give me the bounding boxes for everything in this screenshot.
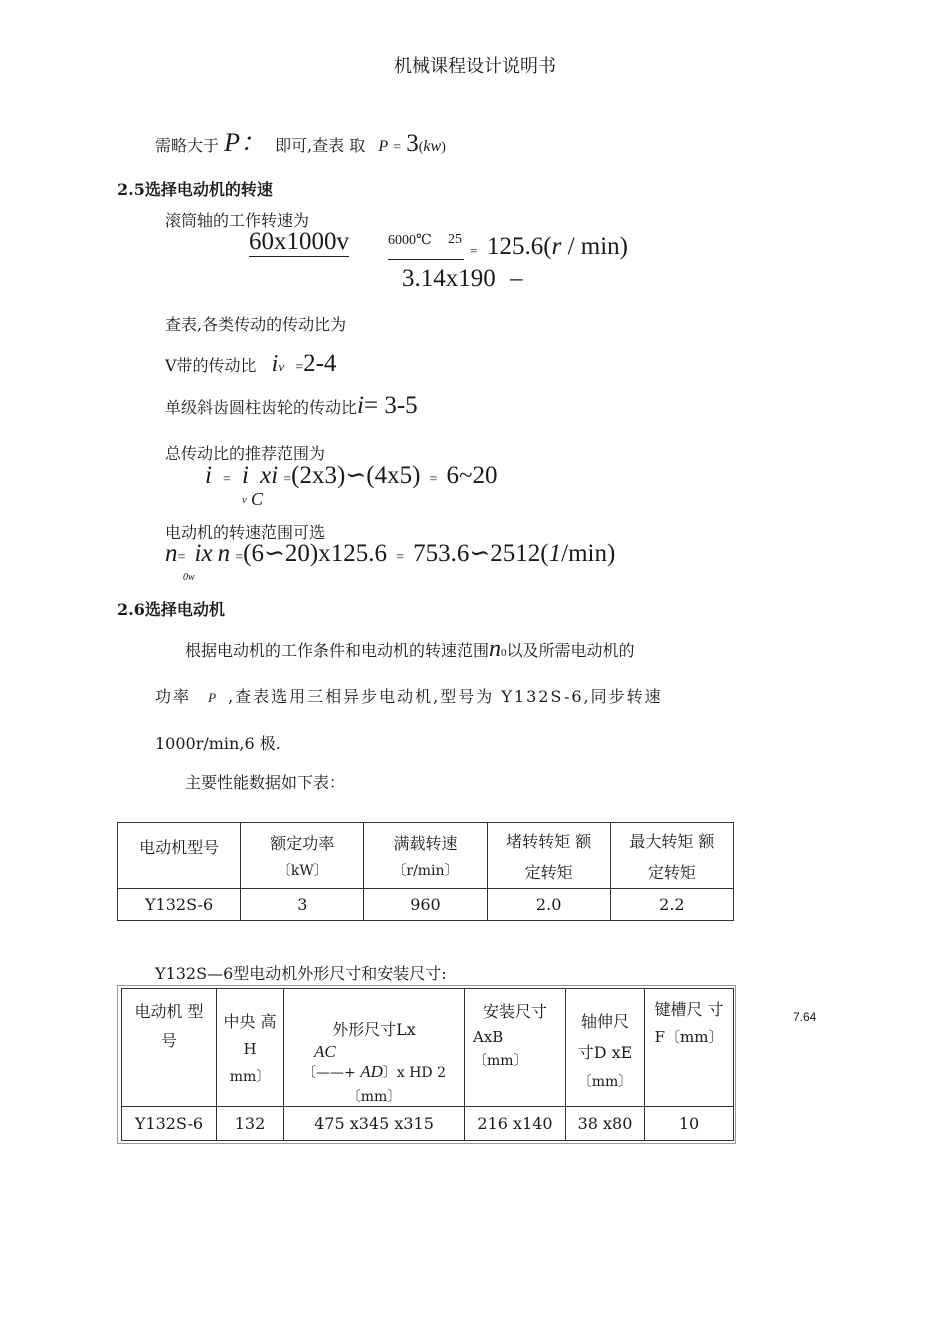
fraction-num2: 6000℃	[388, 233, 432, 248]
section-2-6-title: 2.6选择电动机	[117, 600, 225, 619]
speed-x: x	[201, 540, 213, 567]
para2: 功率 P ,查表选用三相异步电动机,型号为 Y132S-6,同步转速	[155, 687, 663, 706]
speed-eq2: =	[235, 550, 244, 565]
power-lead: 需略大于	[155, 136, 220, 155]
vbelt-line	[165, 350, 336, 378]
total-sub-v: v	[242, 494, 247, 506]
power-unit-close: )	[441, 140, 446, 155]
speed-range-label: 电动机的转速范围可选	[165, 523, 326, 542]
table-cell: 132	[217, 1107, 284, 1141]
table-header-cell: 堵转转矩 额 定转矩	[487, 823, 610, 889]
table-row	[122, 1107, 734, 1141]
vbelt-label: V带的传动比	[165, 356, 257, 375]
fraction-dash: –	[510, 265, 523, 292]
dimension-table	[121, 988, 734, 1141]
total-x: x	[260, 462, 272, 489]
gear-line	[165, 392, 418, 420]
table-header-row	[118, 823, 734, 889]
total-eq2: =	[283, 472, 292, 487]
gear-label: 单级斜齿圆柱齿轮的传动比	[165, 398, 358, 417]
table2-caption: Y132S—6型电动机外形尺寸和安装尺寸:	[155, 964, 447, 983]
gear-i: i	[357, 392, 364, 419]
table-cell: Y132S-6	[122, 1107, 217, 1141]
gear-value: = 3-5	[363, 392, 418, 419]
lookup-text: 查表,各类传动的传动比为	[165, 315, 347, 334]
speed-n2: n	[217, 540, 231, 567]
table-header-row	[122, 989, 734, 1107]
para3: 1000r/min,6 极.	[155, 734, 281, 753]
side-note: 7.64	[793, 1010, 817, 1024]
power-symbol: P：	[224, 128, 266, 157]
speed-tail: /min)	[561, 540, 616, 567]
speed-range-formula	[165, 538, 615, 568]
total-range: (2x3)∽(4x5)	[291, 462, 421, 489]
drum-speed-result: 125.6(r / min)	[487, 233, 628, 260]
section-2-5-title: 2.5选择电动机的转速	[117, 180, 273, 199]
fraction-numerator: 60x1000v	[249, 228, 349, 255]
table-header-cell: 外形尺寸Lx AC 〔——+ AD〕x HD 2 〔mm〕	[284, 989, 465, 1107]
table-row	[118, 889, 734, 921]
vbelt-eq: =	[295, 360, 304, 375]
table-cell: 475 x345 x315	[284, 1107, 465, 1141]
drum-speed-text: 滚筒轴的工作转速为	[165, 211, 310, 230]
table-cell: 2.2	[610, 889, 733, 921]
power-value: 3	[406, 130, 419, 157]
para1: 根据电动机的工作条件和电动机的转速范围n0以及所需电动机的	[185, 636, 635, 662]
total-eq3: =	[429, 472, 438, 487]
power-unit: kw	[423, 138, 442, 155]
table-header-cell: 安装尺寸 AxB 〔mm〕	[465, 989, 566, 1107]
table-cell: 960	[364, 889, 487, 921]
table-header-cell: 额定功率 〔kW〕	[241, 823, 364, 889]
table-cell: 3	[241, 889, 364, 921]
table-cell: Y132S-6	[118, 889, 241, 921]
table-header-cell: 最大转矩 额 定转矩	[610, 823, 733, 889]
vbelt-sub: v	[278, 359, 285, 374]
power-line	[155, 122, 446, 159]
speed-i: i	[194, 540, 202, 567]
power-p: P	[378, 138, 389, 155]
table-header-cell: 电动机 型 号	[122, 989, 217, 1107]
total-value: 6~20	[446, 462, 498, 489]
table-cell: 2.0	[487, 889, 610, 921]
power-unit-open: (	[418, 140, 424, 155]
table-cell: 38 x80	[566, 1107, 645, 1141]
vbelt-i: i	[271, 351, 279, 377]
speed-result: 753.6∽2512(	[413, 540, 549, 567]
table-header-cell: 键槽尺 寸 F〔mm〕	[645, 989, 734, 1107]
speed-expr: (6∽20)x125.6	[243, 540, 388, 567]
total-ratio-formula	[205, 460, 498, 490]
table-header-cell: 满载转速 〔r/min〕	[364, 823, 487, 889]
speed-one: 1	[548, 540, 562, 567]
fraction-denominator: 3.14x190	[402, 265, 496, 292]
speed-sub: 0w	[183, 572, 195, 583]
vbelt-value: 2-4	[303, 350, 337, 377]
page-title: 机械课程设计说明书	[394, 56, 556, 77]
fraction-bar	[388, 259, 464, 260]
speed-eq: =	[177, 550, 186, 565]
speed-eq3: =	[396, 550, 405, 565]
power-eq: =	[393, 140, 402, 155]
total-ratio-label: 总传动比的推荐范围为	[165, 444, 326, 463]
table-cell: 10	[645, 1107, 734, 1141]
table-header-cell: 轴伸尺 寸D xE 〔mm〕	[566, 989, 645, 1107]
total-i: i	[205, 462, 212, 489]
table-header-cell: 中央 高 H mm〕	[217, 989, 284, 1107]
total-sub-c: C	[251, 489, 264, 509]
total-eq1: =	[223, 472, 231, 487]
table-cell: 216 x140	[465, 1107, 566, 1141]
fraction-eq: =	[470, 243, 478, 258]
fraction-sup: 25	[448, 232, 462, 247]
total-i3: i	[271, 462, 279, 489]
power-mid: 即可,查表 取	[275, 136, 366, 155]
table-header-cell: 电动机型号	[118, 823, 241, 889]
para4: 主要性能数据如下表：	[185, 773, 346, 792]
speed-n: n	[165, 540, 178, 567]
total-i2: i	[242, 462, 249, 489]
performance-table	[117, 822, 734, 921]
